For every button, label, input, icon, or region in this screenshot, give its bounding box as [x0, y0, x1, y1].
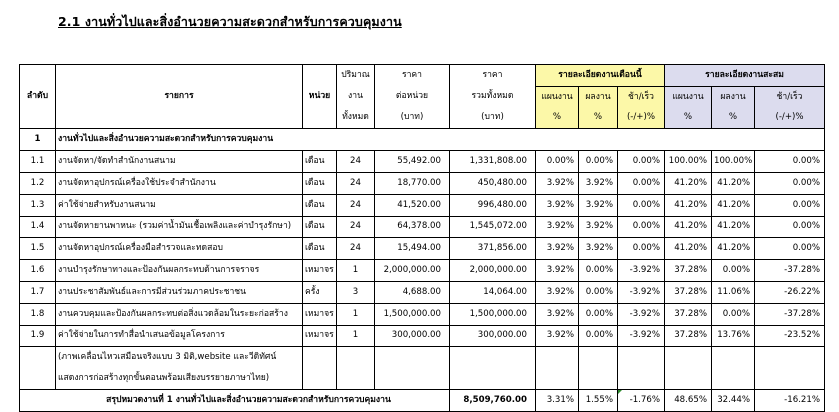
row-total: 1,545,072.00	[450, 216, 536, 238]
row-month-plan: 3.92%	[536, 260, 579, 282]
row-unit: เหมาจร	[303, 260, 337, 282]
section-no: 1	[20, 129, 56, 151]
header-row-2	[20, 86, 825, 107]
summary-m-plan: 3.31%	[536, 389, 579, 411]
row-no: 1.4	[20, 216, 56, 238]
row-month-plan: 3.92%	[536, 325, 579, 347]
row-cum-diff: -26.22%	[755, 281, 825, 303]
row-month-result: 0.00%	[579, 303, 618, 325]
header-c-result-pct: %	[712, 108, 755, 129]
summary-m-diff: -1.76%	[618, 389, 665, 411]
row-cum-plan: 41.20%	[665, 194, 712, 216]
row-no: 1.9	[20, 325, 56, 347]
row-item: งานจัดหาอุปกรณ์เครื่องใช้ประจำสำนักงาน	[56, 172, 303, 194]
row-item: ค่าใช้จ่ายในการทำสื่อนำเสนอข้อมูลโครงการ	[56, 325, 303, 347]
header-m-plan-pct: %	[536, 108, 579, 129]
row-cum-result: 0.00%	[712, 303, 755, 325]
row-month-diff: 0.00%	[618, 216, 665, 238]
row-unit: เดือน	[303, 151, 337, 173]
row-unit: เดือน	[303, 216, 337, 238]
work-progress-table	[19, 64, 825, 412]
row-cum-diff: 0.00%	[755, 194, 825, 216]
row-month-diff: -3.92%	[618, 325, 665, 347]
row-no: 1.1	[20, 151, 56, 173]
table-row	[20, 303, 825, 325]
row-unit: เดือน	[303, 238, 337, 260]
header-total-price-3: (บาท)	[450, 108, 536, 129]
row-item: งานจัดหาอุปกรณ์เครื่องมือสำรวจและทดสอบ	[56, 238, 303, 260]
header-c-result: ผลงาน	[712, 86, 755, 107]
header-m-result: ผลงาน	[579, 86, 618, 107]
row-item: งานจัดหายานพาหนะ (รวมค่าน้ำมันเชื้อเพลิงและค่าบำรุงรักษา)	[56, 216, 303, 238]
row-month-result: 0.00%	[579, 151, 618, 173]
header-m-diff: ช้า/เร็ว	[618, 86, 665, 107]
row-total: 300,000.00	[450, 325, 536, 347]
row-qty: 1	[337, 260, 375, 282]
row-item: งานบำรุงรักษาทางและป้องกันผลกระทบด้านการจราจร	[56, 260, 303, 282]
row-month-diff: -3.92%	[618, 281, 665, 303]
row-total: 1,331,808.00	[450, 151, 536, 173]
header-cumulative-group: รายละเอียดงานสะสม	[665, 65, 825, 87]
header-unit-price-3: (บาท)	[375, 108, 450, 129]
row-unit-price: 4,688.00	[375, 281, 450, 303]
row-cum-result: 41.20%	[712, 194, 755, 216]
header-monthly-group: รายละเอียดงานเดือนนี้	[536, 65, 665, 87]
row-unit-price: 64,378.00	[375, 216, 450, 238]
row-month-result: 3.92%	[579, 216, 618, 238]
row-total: 450,480.00	[450, 172, 536, 194]
row-cum-plan: 41.20%	[665, 172, 712, 194]
row-month-plan: 0.00%	[536, 151, 579, 173]
table-row	[20, 151, 825, 173]
summary-label: สรุปหมวดงานที่ 1 งานทั่วไปและสิ่งอำนวยความสะดวกสำหรับการควบคุมงาน	[20, 389, 450, 411]
row-no: 1.7	[20, 281, 56, 303]
row-cum-plan: 37.28%	[665, 260, 712, 282]
row-unit-price: 41,520.00	[375, 194, 450, 216]
header-qty-3: ทั้งหมด	[337, 108, 375, 129]
row-qty: 3	[337, 281, 375, 303]
row-month-plan: 3.92%	[536, 216, 579, 238]
row-item: งานประชาสัมพันธ์และการมีส่วนร่วมภาคประชาชน	[56, 281, 303, 303]
row-total: 1,500,000.00	[450, 303, 536, 325]
header-m-result-pct: %	[579, 108, 618, 129]
page-title: 2.1 งานทั่วไปและสิ่งอำนวยความสะดวกสำหรับการควบคุมงาน	[58, 14, 402, 29]
row-cum-result: 41.20%	[712, 172, 755, 194]
row-cum-diff: 0.00%	[755, 216, 825, 238]
header-c-diff-pct: (-/+)%	[755, 108, 825, 129]
header-row-1	[20, 65, 825, 87]
row-qty: 24	[337, 238, 375, 260]
summary-c-result: 32.44%	[712, 389, 755, 411]
row-unit-price: 15,494.00	[375, 238, 450, 260]
row-month-diff: 0.00%	[618, 151, 665, 173]
row-cum-diff: -37.28%	[755, 260, 825, 282]
summary-total: 8,509,760.00	[450, 389, 536, 411]
row-unit: เดือน	[303, 172, 337, 194]
row-unit-price: 1,500,000.00	[375, 303, 450, 325]
row-cum-plan: 37.28%	[665, 325, 712, 347]
section-label: งานทั่วไปและสิ่งอำนวยความสะดวกสำหรับการควบคุมงาน	[56, 129, 825, 151]
header-c-plan-pct: %	[665, 108, 712, 129]
note-row	[20, 368, 825, 389]
row-month-result: 3.92%	[579, 172, 618, 194]
header-unit: หน่วย	[303, 86, 337, 107]
row-qty: 24	[337, 172, 375, 194]
row-month-result: 0.00%	[579, 325, 618, 347]
row-qty: 1	[337, 325, 375, 347]
row-month-diff: 0.00%	[618, 172, 665, 194]
table-row	[20, 325, 825, 347]
row-no: 1.3	[20, 194, 56, 216]
row-unit: ครั้ง	[303, 281, 337, 303]
row-no: 1.6	[20, 260, 56, 282]
row-no: 1.8	[20, 303, 56, 325]
row-month-diff: 0.00%	[618, 194, 665, 216]
row-total: 14,064.00	[450, 281, 536, 303]
header-c-plan: แผนงาน	[665, 86, 712, 107]
row-cum-diff: 0.00%	[755, 151, 825, 173]
header-total-price-1: ราคา	[450, 65, 536, 87]
row-qty: 1	[337, 303, 375, 325]
row-unit-price: 2,000,000.00	[375, 260, 450, 282]
row-item: ค่าใช้จ่ายสำหรับงานสนาม	[56, 194, 303, 216]
row-month-plan: 3.92%	[536, 303, 579, 325]
row-cum-plan: 41.20%	[665, 216, 712, 238]
note-line-2: แสดงการก่อสร้างทุกขั้นตอนพร้อมเสียงบรรยายภาษาไทย)	[56, 368, 303, 389]
row-cum-result: 11.06%	[712, 281, 755, 303]
row-month-diff: 0.00%	[618, 238, 665, 260]
section-row	[20, 129, 825, 151]
header-total-price-2: รวมทั้งหมด	[450, 86, 536, 107]
header-c-diff: ช้า/เร็ว	[755, 86, 825, 107]
row-month-diff: -3.92%	[618, 303, 665, 325]
table-row	[20, 194, 825, 216]
header-qty-2: งาน	[337, 86, 375, 107]
row-cum-plan: 37.28%	[665, 303, 712, 325]
row-cum-plan: 41.20%	[665, 238, 712, 260]
row-month-diff: -3.92%	[618, 260, 665, 282]
header-m-diff-pct: (-/+)%	[618, 108, 665, 129]
table-row	[20, 238, 825, 260]
note-row	[20, 347, 825, 368]
row-unit-price: 300,000.00	[375, 325, 450, 347]
row-cum-result: 41.20%	[712, 238, 755, 260]
summary-m-result: 1.55%	[579, 389, 618, 411]
row-qty: 24	[337, 216, 375, 238]
row-cum-diff: -23.52%	[755, 325, 825, 347]
row-cum-result: 100.00%	[712, 151, 755, 173]
row-unit-price: 55,492.00	[375, 151, 450, 173]
row-month-plan: 3.92%	[536, 194, 579, 216]
header-item: รายการ	[56, 86, 303, 107]
row-qty: 24	[337, 151, 375, 173]
header-qty-1: ปริมาณ	[337, 65, 375, 87]
row-month-result: 0.00%	[579, 260, 618, 282]
row-month-result: 0.00%	[579, 281, 618, 303]
row-qty: 24	[337, 194, 375, 216]
summary-c-diff: -16.21%	[755, 389, 825, 411]
row-month-plan: 3.92%	[536, 281, 579, 303]
row-cum-plan: 100.00%	[665, 151, 712, 173]
header-no: ลำดับ	[20, 86, 56, 107]
row-no: 1.2	[20, 172, 56, 194]
table-row	[20, 216, 825, 238]
header-row-3	[20, 108, 825, 129]
header-unit-price-2: ต่อหน่วย	[375, 86, 450, 107]
row-month-plan: 3.92%	[536, 172, 579, 194]
row-month-result: 3.92%	[579, 238, 618, 260]
row-no: 1.5	[20, 238, 56, 260]
note-line-1: (ภาพเคลื่อนไหวเสมือนจริงแบบ 3 มิติ,website และวีดิทัศน์	[56, 347, 303, 368]
row-cum-result: 13.76%	[712, 325, 755, 347]
row-total: 2,000,000.00	[450, 260, 536, 282]
row-unit-price: 18,770.00	[375, 172, 450, 194]
header-m-plan: แผนงาน	[536, 86, 579, 107]
row-month-result: 3.92%	[579, 194, 618, 216]
table-row	[20, 281, 825, 303]
row-month-plan: 3.92%	[536, 238, 579, 260]
row-cum-diff: 0.00%	[755, 172, 825, 194]
row-item: งานจัดหา/จัดทำสำนักงานสนาม	[56, 151, 303, 173]
table-row	[20, 260, 825, 282]
row-total: 371,856.00	[450, 238, 536, 260]
row-unit: เหมาจร	[303, 325, 337, 347]
header-unit-price-1: ราคา	[375, 65, 450, 87]
row-cum-result: 41.20%	[712, 216, 755, 238]
table-row	[20, 172, 825, 194]
row-total: 996,480.00	[450, 194, 536, 216]
summary-row	[20, 389, 825, 411]
row-cum-diff: -37.28%	[755, 303, 825, 325]
row-cum-result: 0.00%	[712, 260, 755, 282]
row-cum-plan: 37.28%	[665, 281, 712, 303]
row-unit: เหมาจร	[303, 303, 337, 325]
row-item: งานควบคุมและป้องกันผลกระทบต่อสิ่งแวดล้อมในระยะก่อสร้าง	[56, 303, 303, 325]
summary-c-plan: 48.65%	[665, 389, 712, 411]
row-unit: เดือน	[303, 194, 337, 216]
row-cum-diff: 0.00%	[755, 238, 825, 260]
